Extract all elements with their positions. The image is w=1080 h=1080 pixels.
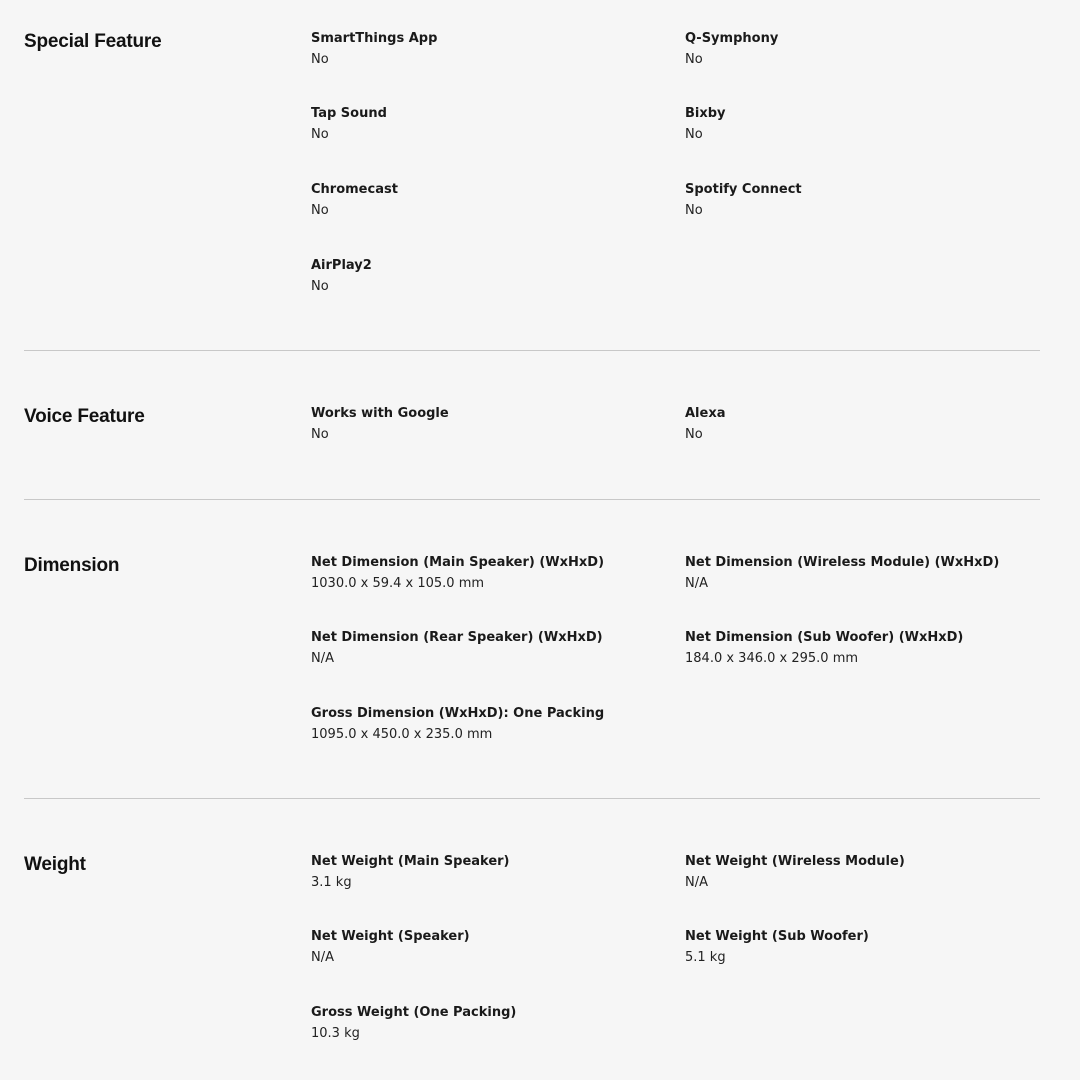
spec-name: Alexa xyxy=(685,406,726,421)
spec-name: AirPlay2 xyxy=(311,258,372,273)
spec-value: 1030.0 x 59.4 x 105.0 mm xyxy=(311,576,485,591)
spec-name: Bixby xyxy=(685,106,726,121)
spec-gross-weight xyxy=(311,1005,671,1042)
spec-name: Tap Sound xyxy=(311,106,387,121)
spec-name: Gross Weight (One Packing) xyxy=(311,1005,517,1020)
spec-value: No xyxy=(685,127,703,142)
spec-name: Chromecast xyxy=(311,182,398,197)
section-divider xyxy=(24,798,1040,799)
spec-value: N/A xyxy=(685,576,708,591)
spec-name: Net Dimension (Wireless Module) (WxHxD) xyxy=(685,555,1000,570)
spec-net-dimension-sub-woofer xyxy=(685,630,1045,667)
spec-name: Spotify Connect xyxy=(685,182,802,197)
spec-net-weight-main-speaker xyxy=(311,854,671,891)
spec-value: 5.1 kg xyxy=(685,950,726,965)
spec-name: Net Dimension (Rear Speaker) (WxHxD) xyxy=(311,630,603,645)
spec-name: Net Weight (Wireless Module) xyxy=(685,854,905,869)
spec-gross-dimension xyxy=(311,706,671,743)
spec-value: No xyxy=(311,427,329,442)
spec-bixby xyxy=(685,106,1045,143)
spec-value: No xyxy=(685,427,703,442)
spec-value: 184.0 x 346.0 x 295.0 mm xyxy=(685,651,859,666)
spec-name: SmartThings App xyxy=(311,31,438,46)
spec-value: N/A xyxy=(311,950,334,965)
spec-value: N/A xyxy=(311,651,334,666)
section-divider xyxy=(24,350,1040,351)
spec-net-weight-sub-woofer xyxy=(685,929,1045,966)
spec-value: No xyxy=(311,279,329,294)
spec-value: N/A xyxy=(685,875,708,890)
spec-name: Q-Symphony xyxy=(685,31,779,46)
section-title: Special Feature xyxy=(24,31,162,52)
section-title: Voice Feature xyxy=(24,406,145,427)
spec-value: No xyxy=(311,52,329,67)
spec-spotify-connect xyxy=(685,182,1045,219)
spec-works-with-google xyxy=(311,406,671,443)
spec-name: Net Weight (Sub Woofer) xyxy=(685,929,869,944)
spec-q-symphony xyxy=(685,31,1045,68)
spec-name: Works with Google xyxy=(311,406,449,421)
spec-value: 10.3 kg xyxy=(311,1026,360,1041)
spec-net-dimension-wireless-module xyxy=(685,555,1045,592)
spec-net-dimension-main-speaker xyxy=(311,555,671,592)
spec-tap-sound xyxy=(311,106,671,143)
spec-name: Net Weight (Speaker) xyxy=(311,929,470,944)
spec-net-weight-speaker xyxy=(311,929,671,966)
section-divider xyxy=(24,499,1040,500)
spec-value: 3.1 kg xyxy=(311,875,352,890)
spec-name: Net Weight (Main Speaker) xyxy=(311,854,510,869)
spec-value: No xyxy=(685,203,703,218)
spec-chromecast xyxy=(311,182,671,219)
spec-value: No xyxy=(311,203,329,218)
spec-name: Net Dimension (Sub Woofer) (WxHxD) xyxy=(685,630,964,645)
spec-name: Gross Dimension (WxHxD): One Packing xyxy=(311,706,605,721)
section-title: Weight xyxy=(24,854,86,875)
spec-value: No xyxy=(685,52,703,67)
spec-airplay2 xyxy=(311,258,671,295)
spec-alexa xyxy=(685,406,1045,443)
spec-net-weight-wireless-module xyxy=(685,854,1045,891)
spec-name: Net Dimension (Main Speaker) (WxHxD) xyxy=(311,555,605,570)
spec-smartthings-app xyxy=(311,31,671,68)
spec-net-dimension-rear-speaker xyxy=(311,630,671,667)
spec-value: No xyxy=(311,127,329,142)
section-title: Dimension xyxy=(24,555,120,576)
spec-value: 1095.0 x 450.0 x 235.0 mm xyxy=(311,727,493,742)
